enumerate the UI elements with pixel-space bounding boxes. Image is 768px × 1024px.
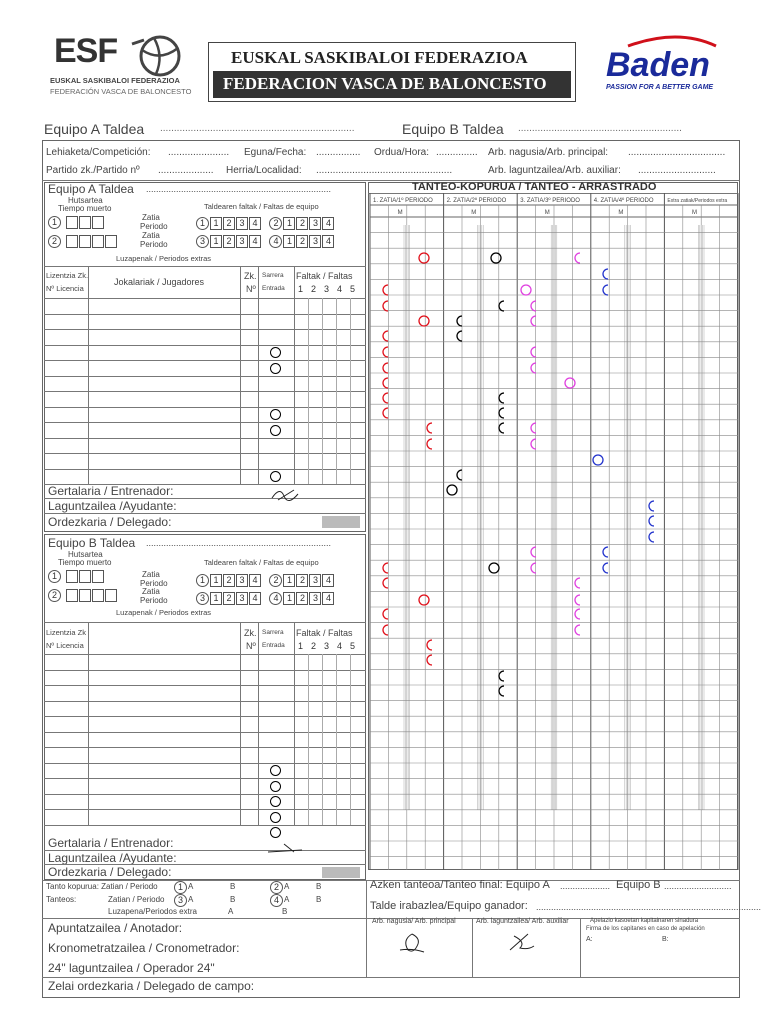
- score-circle: [419, 595, 429, 605]
- aux-referee-dots: ............................: [638, 165, 716, 176]
- score-mark: [383, 363, 388, 373]
- team-foul-box[interactable]: 2: [296, 574, 308, 587]
- competition-dots: ......................: [168, 147, 230, 158]
- team-foul-box[interactable]: 2: [223, 217, 235, 230]
- license-header: Lizentzia Zk.: [46, 271, 89, 280]
- op24-label: 24" laguntzailea / Operador 24": [48, 961, 215, 975]
- team-a-label: Equipo A Taldea: [44, 121, 145, 137]
- fouls-header: Faltak / Faltas: [296, 271, 353, 281]
- row-line: [42, 977, 740, 978]
- team-foul-box[interactable]: 1: [283, 217, 295, 230]
- score-mark: [499, 671, 504, 681]
- score-mark: [603, 563, 608, 573]
- score-mark: [531, 301, 536, 311]
- captain-b-label: B:: [662, 936, 669, 943]
- team-foul-box[interactable]: 3: [309, 574, 321, 587]
- team-foul-box[interactable]: 4: [322, 235, 334, 248]
- score-mark: [383, 347, 388, 357]
- score-mark: [383, 408, 388, 418]
- period-label: Periodo: [140, 596, 168, 605]
- score-mark: [383, 563, 388, 573]
- score-mark: [499, 686, 504, 696]
- score-circle: [447, 485, 457, 495]
- timer-label: Kronometratzailea / Cronometrador:: [48, 941, 240, 955]
- score-circle: [419, 253, 429, 263]
- team-foul-box[interactable]: 2: [296, 592, 308, 605]
- team-b-assistant: Laguntzailea /Ayudante:: [48, 851, 177, 865]
- column-line: [580, 918, 581, 977]
- team-a-timeout-1: Hutsartea: [68, 196, 103, 205]
- team-b-timeout-2: Tiempo muerto: [58, 558, 112, 567]
- score-mark: [649, 516, 654, 526]
- license-header: Nº Licencia: [46, 641, 84, 650]
- number-header: Nº: [246, 284, 256, 294]
- captain-a-label: A:: [586, 936, 593, 943]
- m-label: M: [692, 210, 697, 216]
- period-3-marker: 3: [174, 894, 187, 907]
- m-label: M: [471, 210, 477, 216]
- team-foul-box[interactable]: 4: [322, 592, 334, 605]
- score-mark: [457, 316, 462, 326]
- team-a-extra: Luzapenak / Periodos extras: [116, 254, 212, 263]
- period-label: Extra zatiak/Periodos extra: [667, 198, 728, 204]
- score-mark: [531, 363, 536, 373]
- entry-header: Sarrera: [262, 629, 284, 636]
- team-b-extra: Luzapenak / Periodos extras: [116, 608, 212, 617]
- team-b-dots: ...........................................................: [518, 123, 682, 134]
- foul-num: 2: [311, 641, 317, 651]
- team-foul-box[interactable]: 3: [309, 217, 321, 230]
- score-mark: [427, 655, 432, 665]
- team-foul-box[interactable]: 3: [236, 217, 248, 230]
- m-label: M: [397, 210, 403, 216]
- running-score-title: TANTEO-KOPURUA / TANTEO - ARRASTRADO: [412, 181, 657, 193]
- esf-logo-text: ESF: [54, 32, 118, 70]
- score-circle: [521, 285, 531, 295]
- date-dots: ................: [316, 147, 361, 158]
- foul-num: 5: [350, 641, 356, 651]
- score-mark: [457, 331, 462, 341]
- foul-num: 5: [350, 284, 356, 294]
- score-mark: [499, 301, 504, 311]
- federation-title-basque: EUSKAL SASKIBALOI FEDERAZIOA: [231, 48, 528, 67]
- team-b-label: Equipo B Taldea: [402, 121, 504, 137]
- time-dots: ...............: [436, 147, 478, 158]
- score-mark: [531, 347, 536, 357]
- team-a-dots: ......................................................................: [160, 123, 355, 134]
- score-mark: [531, 563, 536, 573]
- final-score-label: Azken tanteoa/Tanteo final: Equipo A: [370, 879, 550, 891]
- period-4-marker: 4: [270, 894, 283, 907]
- team-foul-box[interactable]: 1: [283, 235, 295, 248]
- team-foul-box[interactable]: 4: [249, 217, 261, 230]
- period-label: 1. ZATIA/1º PERIODO: [373, 198, 433, 204]
- score-mark: [499, 408, 504, 418]
- period-2-marker: 2: [269, 217, 282, 230]
- license-header: Lizentzia Zk: [46, 628, 87, 637]
- baden-tagline: PASSION FOR A BETTER GAME: [606, 84, 714, 91]
- date-label: Eguna/Fecha:: [244, 147, 307, 158]
- score-mark: [427, 423, 432, 433]
- place-dots: .................................................: [316, 165, 453, 176]
- team-foul-box[interactable]: 1: [210, 592, 222, 605]
- foul-num: 4: [337, 284, 343, 294]
- players-header: Jokalariak / Jugadores: [114, 277, 205, 287]
- score-mark: [603, 285, 608, 295]
- team-foul-box[interactable]: 3: [309, 235, 321, 248]
- team-b-title: Equipo B Taldea: [48, 536, 136, 550]
- period-2-marker: 2: [48, 589, 61, 602]
- referee-dots: ...................................: [628, 147, 726, 158]
- period-1-marker: 1: [48, 216, 61, 229]
- half-label: Zatia: [142, 213, 160, 222]
- period-1-marker: 1: [196, 217, 209, 230]
- team-a-delegate: Ordezkaria / Delegado:: [48, 515, 172, 529]
- score-mark: [575, 595, 580, 605]
- m-label: M: [618, 210, 624, 216]
- period-label: Periodo: [140, 579, 168, 588]
- team-foul-box[interactable]: 4: [249, 592, 261, 605]
- foul-num: 3: [324, 284, 330, 294]
- score-mark: [575, 578, 580, 588]
- score-mark: [383, 625, 388, 635]
- foul-num: 1: [298, 641, 304, 651]
- final-b-dots: ...........................: [664, 881, 732, 891]
- foul-num: 3: [324, 641, 330, 651]
- score-mark: [499, 393, 504, 403]
- sig-captains-label: Firma de los capitanes en caso de apelación: [586, 926, 705, 932]
- federation-title-spanish: FEDERACION VASCA DE BALONCESTO: [223, 74, 547, 93]
- score-mark: [383, 578, 388, 588]
- score-mark: [649, 501, 654, 511]
- team-b-delegate: Ordezkaria / Delegado:: [48, 865, 172, 879]
- sig-aux-label: Arb. laguntzailea/ Arb. auxiliar: [476, 918, 569, 925]
- period-2-marker: 2: [48, 235, 61, 248]
- team-foul-box[interactable]: 3: [236, 574, 248, 587]
- score-circle: [491, 253, 501, 263]
- score-mark: [383, 378, 388, 388]
- a-label: A: [284, 895, 290, 904]
- foul-num: 1: [298, 284, 304, 294]
- team-a-assistant: Laguntzailea /Ayudante:: [48, 499, 177, 513]
- score-half-label: Tanto kopurua: Zatian / Periodo: [46, 882, 158, 891]
- team-foul-box[interactable]: 2: [223, 592, 235, 605]
- score-mark: [531, 547, 536, 557]
- team-b-coach: Gertalaria / Entrenador:: [48, 836, 174, 850]
- score-mark: [603, 547, 608, 557]
- team-a-title: Equipo A Taldea: [48, 182, 134, 196]
- esf-name-line-2: FEDERACIÓN VASCA DE BALONCESTO: [50, 87, 192, 96]
- period-label: 4. ZATIA/4º PERIODO: [593, 198, 654, 204]
- entry-header: Sarrera: [262, 272, 284, 279]
- team-foul-box[interactable]: 2: [296, 217, 308, 230]
- scorer-label: Apuntatzailea / Anotador:: [48, 921, 183, 935]
- team-b-title-dots: ..........................................................................: [146, 538, 332, 548]
- license-header: Nº Licencia: [46, 284, 84, 293]
- team-foul-box[interactable]: 1: [210, 217, 222, 230]
- half-label: Zatian / Periodo: [108, 895, 165, 904]
- team-b-team-fouls: Taldearen faltak / Faltas de equipo: [204, 558, 319, 567]
- period-label: Periodo: [140, 240, 168, 249]
- signature-icon: [398, 930, 426, 956]
- team-foul-box[interactable]: 4: [322, 574, 334, 587]
- sig-captains-label: Apelazio kasoetan kapitainaren sinadura: [590, 918, 699, 924]
- a-label: A: [284, 882, 290, 891]
- period-label: 3. ZATIA/3º PERIODO: [520, 198, 580, 204]
- winner-dots: ..........................................................................................: [536, 902, 762, 912]
- final-score-dots: ....................: [560, 881, 611, 891]
- place-label: Herria/Localidad:: [226, 165, 302, 176]
- team-a-team-fouls: Taldearen faltak / Faltas de equipo: [204, 202, 319, 211]
- team-foul-box[interactable]: 2: [296, 235, 308, 248]
- period-1-marker: 1: [196, 574, 209, 587]
- extra-label: Luzapena/Periodos extra: [108, 907, 197, 916]
- team-foul-box[interactable]: 4: [322, 217, 334, 230]
- score-mark: [383, 609, 388, 619]
- score-mark: [531, 316, 536, 326]
- foul-num: 4: [337, 641, 343, 651]
- score-mark: [383, 285, 388, 295]
- team-foul-box[interactable]: 1: [210, 574, 222, 587]
- a-label: A: [228, 907, 234, 916]
- team-b-timeout-1: Hutsartea: [68, 550, 103, 559]
- field-delegate-label: Zelai ordezkaria / Delegado de campo:: [48, 979, 255, 993]
- period-label: 2. ZATIA/2º PERIODO: [446, 198, 507, 204]
- foul-num: 2: [311, 284, 317, 294]
- aux-referee-label: Arb. laguntzailea/Arb. auxiliar:: [488, 165, 621, 176]
- score-circle: [419, 316, 429, 326]
- entry-header: Entrada: [262, 285, 285, 292]
- score-mark: [575, 253, 580, 263]
- baden-logo-text: Baden: [606, 46, 710, 84]
- team-a-coach: Gertalaria / Entrenador:: [48, 484, 174, 498]
- final-b-label: Equipo B: [616, 879, 661, 891]
- time-label: Ordua/Hora:: [374, 147, 430, 158]
- referee-label: Arb. nagusia/Arb. principal:: [488, 147, 609, 158]
- a-label: A: [188, 895, 194, 904]
- match-no-dots: ....................: [158, 165, 214, 176]
- column-line: [472, 918, 473, 977]
- match-no-label: Partido zk./Partido nº: [46, 165, 140, 176]
- b-label: B: [282, 907, 288, 916]
- entry-header: Entrada: [262, 642, 285, 649]
- half-label: Zatia: [142, 570, 160, 579]
- score-mark: [649, 532, 654, 542]
- signature-icon: [506, 930, 536, 954]
- period-3-marker: 3: [196, 592, 209, 605]
- score-mark: [531, 439, 536, 449]
- period-2-marker: 2: [269, 574, 282, 587]
- a-label: A: [188, 882, 194, 891]
- column-line: [366, 880, 367, 920]
- competition-label: Lehiaketa/Competición:: [46, 147, 151, 158]
- score-circle: [565, 378, 575, 388]
- number-header: Zk.: [244, 271, 257, 281]
- score-mark: [457, 470, 462, 480]
- period-1-marker: 1: [48, 570, 61, 583]
- fouls-header: Faltak / Faltas: [296, 628, 353, 638]
- team-foul-box[interactable]: 4: [249, 574, 261, 587]
- period-label: Periodo: [140, 222, 168, 231]
- team-foul-box[interactable]: 1: [283, 592, 295, 605]
- team-foul-box[interactable]: 1: [210, 235, 222, 248]
- b-label: B: [230, 895, 236, 904]
- half-label: Zatia: [142, 231, 160, 240]
- score-mark: [383, 331, 388, 341]
- team-a-title-dots: ..........................................................................: [146, 184, 332, 194]
- team-foul-box[interactable]: 3: [309, 592, 321, 605]
- period-4-marker: 4: [269, 592, 282, 605]
- b-label: B: [230, 882, 236, 891]
- team-foul-box[interactable]: 2: [223, 574, 235, 587]
- sig-main-label: Arb. nagusia/ Arb. principal: [372, 918, 456, 925]
- column-line: [366, 918, 367, 977]
- score-mark: [575, 625, 580, 635]
- team-foul-box[interactable]: 1: [283, 574, 295, 587]
- number-header: Zk.: [244, 628, 257, 638]
- team-a-timeout-2: Tiempo muerto: [58, 204, 112, 213]
- b-label: B: [316, 882, 322, 891]
- m-label: M: [544, 210, 550, 216]
- score-mark: [427, 439, 432, 449]
- period-2-marker: 2: [270, 881, 283, 894]
- period-4-marker: 4: [269, 235, 282, 248]
- esf-name-line-1: EUSKAL SASKIBALOI FEDERAZIOA: [50, 76, 180, 85]
- period-3-marker: 3: [196, 235, 209, 248]
- winner-label: Talde irabazlea/Equipo ganador:: [370, 900, 528, 912]
- score-circle: [489, 563, 499, 573]
- score-mark: [383, 301, 388, 311]
- score-mark: [575, 609, 580, 619]
- score-mark: [383, 393, 388, 403]
- scores-label: Tanteos:: [46, 895, 77, 904]
- team-foul-box[interactable]: 2: [223, 235, 235, 248]
- period-1-marker: 1: [174, 881, 187, 894]
- number-header: Nº: [246, 641, 256, 651]
- score-mark: [427, 640, 432, 650]
- b-label: B: [316, 895, 322, 904]
- team-foul-box[interactable]: 3: [236, 592, 248, 605]
- team-foul-box[interactable]: 4: [249, 235, 261, 248]
- score-circle: [593, 455, 603, 465]
- score-mark: [603, 269, 608, 279]
- score-mark: [499, 423, 504, 433]
- half-label: Zatia: [142, 587, 160, 596]
- team-foul-box[interactable]: 3: [236, 235, 248, 248]
- score-mark: [531, 423, 536, 433]
